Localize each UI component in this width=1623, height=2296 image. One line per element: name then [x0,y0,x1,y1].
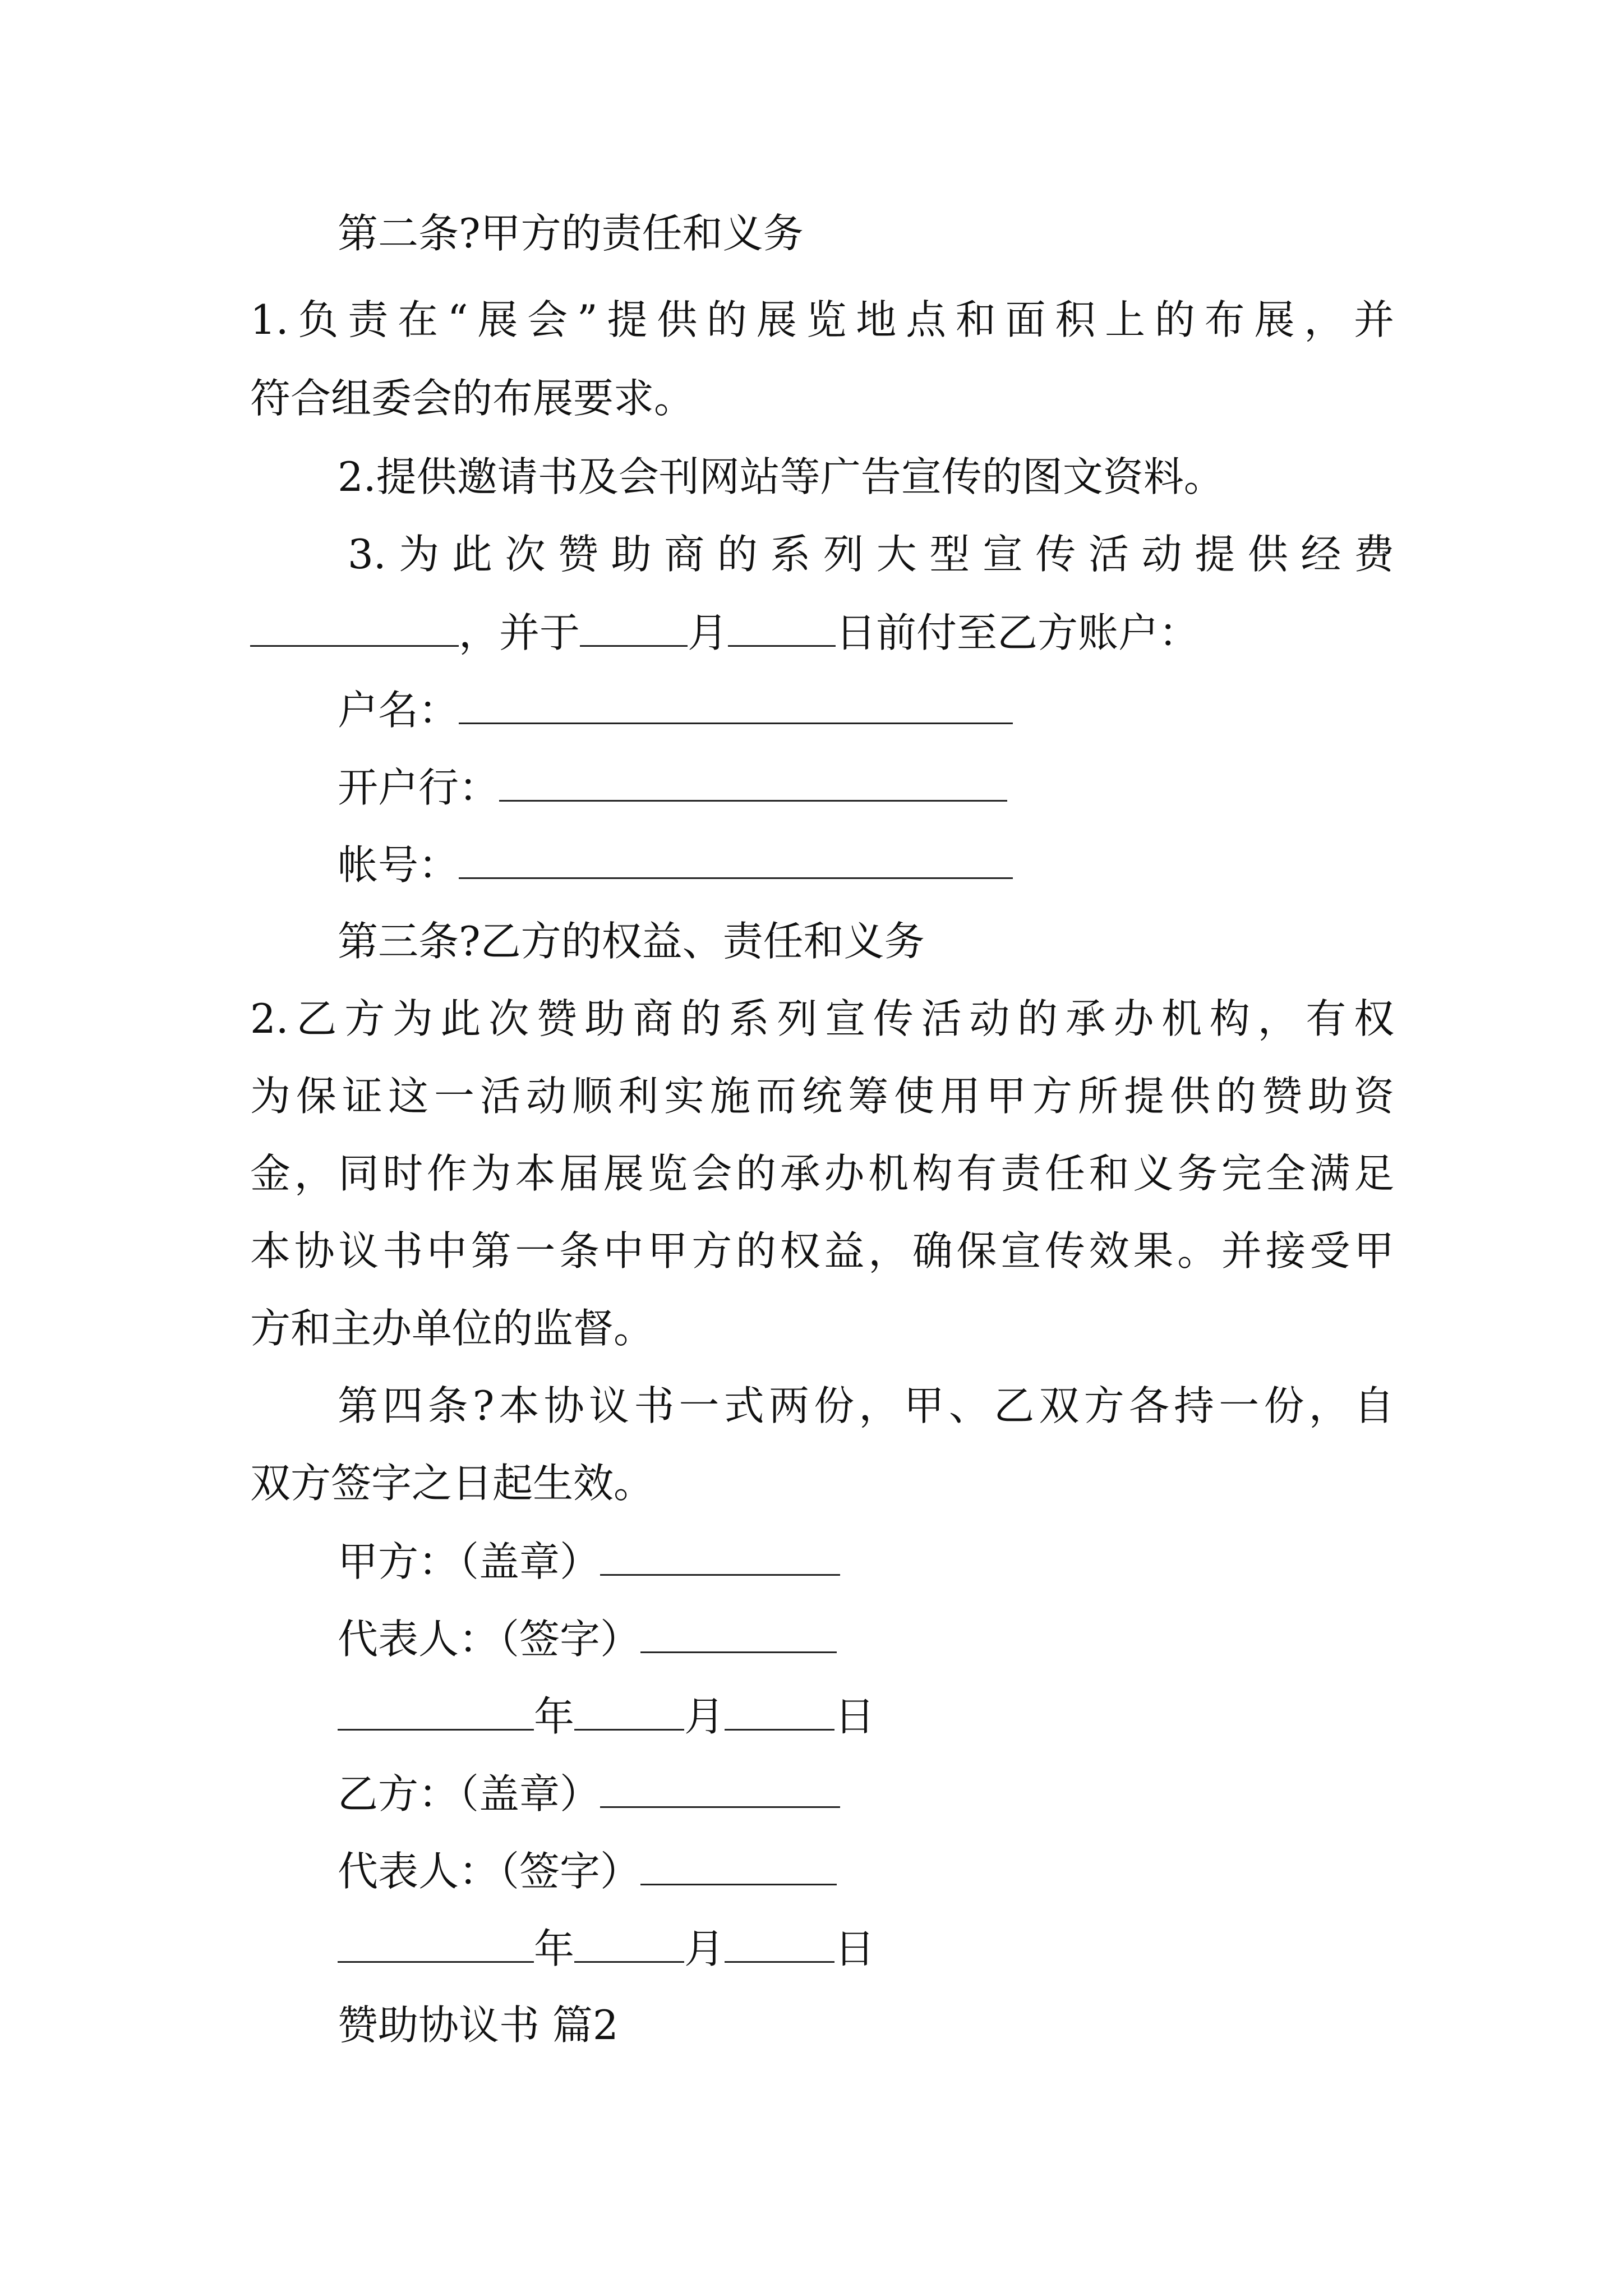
party-a-month-blank [574,1682,684,1731]
party-b-seal-row [338,1759,840,1826]
article-4-line-2: 双方签字之日起生效。 [250,1460,654,1507]
party-b-date-row [338,1914,875,1981]
article-2-item-1-line-1: 1.负责在“展会”提供的展览地点和面积上的布展，并 [250,296,1394,343]
party-a-day: 日 [834,1693,875,1740]
party-a-rep-blank [640,1604,837,1653]
account-bank-row [338,753,1007,820]
party-a-rep-label: 代表人：（签字） [338,1616,641,1663]
account-name-row [338,675,1013,743]
party-b-year: 年 [534,1925,575,1972]
article-2-item-3-line-1: 3.为此次赞助商的系列大型宣传活动提供经费 [348,531,1394,578]
party-a-date-row [338,1682,875,1749]
day-blank [728,598,836,647]
party-b-rep-label: 代表人：（签字） [338,1848,641,1895]
party-b-seal-blank [600,1759,840,1808]
account-name-label: 户名： [338,687,459,734]
party-a-month: 月 [684,1693,725,1740]
item-3-pay-to-account: 日前付至乙方账户： [836,609,1200,656]
article-3-item-2-line-2: 为保证这一活动顺利实施而统筹使用甲方所提供的赞助资 [250,1073,1394,1120]
party-b-day: 日 [834,1925,875,1972]
party-b-month: 月 [684,1925,725,1972]
party-a-seal-blank [600,1527,840,1576]
article-2-item-2: 2.提供邀请书及会刊网站等广告宣传的图文资料。 [338,453,1224,500]
party-a-seal-label: 甲方：（盖章） [338,1538,601,1585]
article-3-item-2-line-3: 金，同时作为本届展览会的承办机构有责任和义务完全满足 [250,1150,1394,1197]
next-section-title: 赞助协议书 篇2 [338,2001,619,2049]
account-number-label: 帐号： [338,841,459,889]
amount-blank [250,598,459,647]
item-3-and-before: ，并于 [459,609,580,656]
party-b-day-blank [725,1914,834,1963]
party-a-day-blank [725,1682,834,1731]
account-bank-label: 开户行： [338,764,500,811]
item-3-month: 月 [688,609,728,656]
party-b-seal-label: 乙方：（盖章） [338,1770,601,1818]
party-b-year-blank [338,1914,534,1963]
month-blank [580,598,688,647]
party-a-seal-row [338,1527,840,1594]
account-number-row [338,830,1013,898]
account-bank-blank [499,753,1007,802]
article-2-item-3-line-2 [250,598,1199,665]
account-name-blank [459,675,1013,724]
party-b-rep-blank [640,1837,837,1885]
article-3-heading: 第三条?乙方的权益、责任和义务 [338,918,925,965]
article-3-item-2-line-4: 本协议书中第一条中甲方的权益，确保宣传效果。并接受甲 [250,1227,1394,1274]
account-number-blank [459,830,1013,879]
party-b-month-blank [574,1914,684,1963]
article-3-item-2-line-5: 方和主办单位的监督。 [250,1305,654,1352]
party-b-rep-row [338,1837,837,1904]
party-a-rep-row [338,1604,837,1672]
party-a-year: 年 [534,1693,575,1740]
party-a-year-blank [338,1682,534,1731]
article-3-item-2-line-1: 2.乙方为此次赞助商的系列宣传活动的承办机构，有权 [250,995,1394,1042]
article-4-line-1: 第四条?本协议书一式两份，甲、乙双方各持一份，自 [338,1382,1394,1429]
article-2-heading: 第二条?甲方的责任和义务 [338,210,804,257]
article-2-item-1-line-2: 符合组委会的布展要求。 [250,375,695,422]
